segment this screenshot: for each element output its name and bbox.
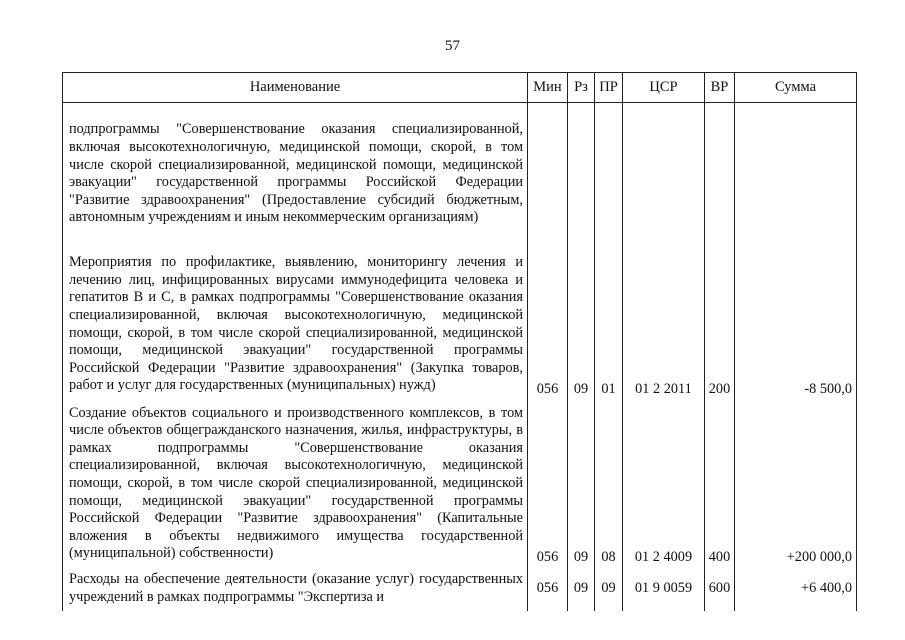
header-rz: Рз [568, 73, 595, 103]
row-name: подпрограммы "Совершенствование оказания специализированной, включая высокотехнологичную, медицинской помощи, скорой, в том числе скорой специализированной, медицинской помощи, медицинской эвакуации" государственной программы Российской Федерации "Развитие здравоохранения" (Предоставление субсидий бюджетным, автономным учреждениям и иным некоммерческим организациям) [63, 103, 528, 232]
table-row [63, 231, 857, 399]
row-name: Мероприятия по профилактике, выявлению, мониторингу лечения и лечению лиц, инфицированных вирусами иммунодефицита человека и гепатитов В и С, в рамках подпрограммы "Совершенствование оказания специализированной, включая высокотехнологичную, медицинской помощи, скорой, в том числе скорой специализированной, медицинской помощи, медицинской эвакуации" государственной программы Российской Федерации "Развитие здравоохранения" (Закупка товаров, работ и услуг для государственных (муниципальных) нужд) [63, 231, 528, 399]
header-vr: ВР [705, 73, 735, 103]
header-min: Мин [528, 73, 568, 103]
header-name: Наименование [63, 73, 528, 103]
row-vr: 200 [705, 231, 735, 399]
row-pr: 08 [595, 399, 623, 567]
row-pr: 01 [595, 231, 623, 399]
budget-table [62, 72, 857, 611]
row-vr: 400 [705, 399, 735, 567]
header-csr: ЦСР [623, 73, 705, 103]
row-rz: 09 [568, 231, 595, 399]
page-number: 57 [445, 38, 460, 54]
table-header-row [63, 73, 857, 103]
row-sum: +6 400,0 [735, 567, 857, 611]
row-rz: 09 [568, 399, 595, 567]
row-min: 056 [528, 567, 568, 611]
row-min [528, 103, 568, 232]
row-csr [623, 103, 705, 232]
row-sum: +200 000,0 [735, 399, 857, 567]
row-pr [595, 103, 623, 232]
header-sum: Сумма [735, 73, 857, 103]
row-sum: -8 500,0 [735, 231, 857, 399]
row-name: Расходы на обеспечение деятельности (оказание услуг) государственных учреждений в рамках подпрограммы "Экспертиза и [63, 567, 528, 611]
table-row [63, 103, 857, 232]
row-csr: 01 9 0059 [623, 567, 705, 611]
row-rz: 09 [568, 567, 595, 611]
row-min: 056 [528, 231, 568, 399]
header-pr: ПР [595, 73, 623, 103]
row-rz [568, 103, 595, 232]
row-vr: 600 [705, 567, 735, 611]
row-name: Создание объектов социального и производственного комплексов, в том числе объектов общегражданского назначения, жилья, инфраструктуры, в рамках подпрограммы "Совершенствование оказания специализированной, включая высокотехнологичную, медицинской помощи, скорой, в том числе скорой специализированной, медицинской помощи, медицинской эвакуации" государственной программы Российской Федерации "Развитие здравоохранения" (Капитальные вложения в объекты недвижимого имущества государственной (муниципальной) собственности) [63, 399, 528, 567]
row-csr: 01 2 4009 [623, 399, 705, 567]
row-csr: 01 2 2011 [623, 231, 705, 399]
row-pr: 09 [595, 567, 623, 611]
table-row [63, 399, 857, 567]
row-min: 056 [528, 399, 568, 567]
table-row [63, 567, 857, 611]
row-vr [705, 103, 735, 232]
row-sum [735, 103, 857, 232]
